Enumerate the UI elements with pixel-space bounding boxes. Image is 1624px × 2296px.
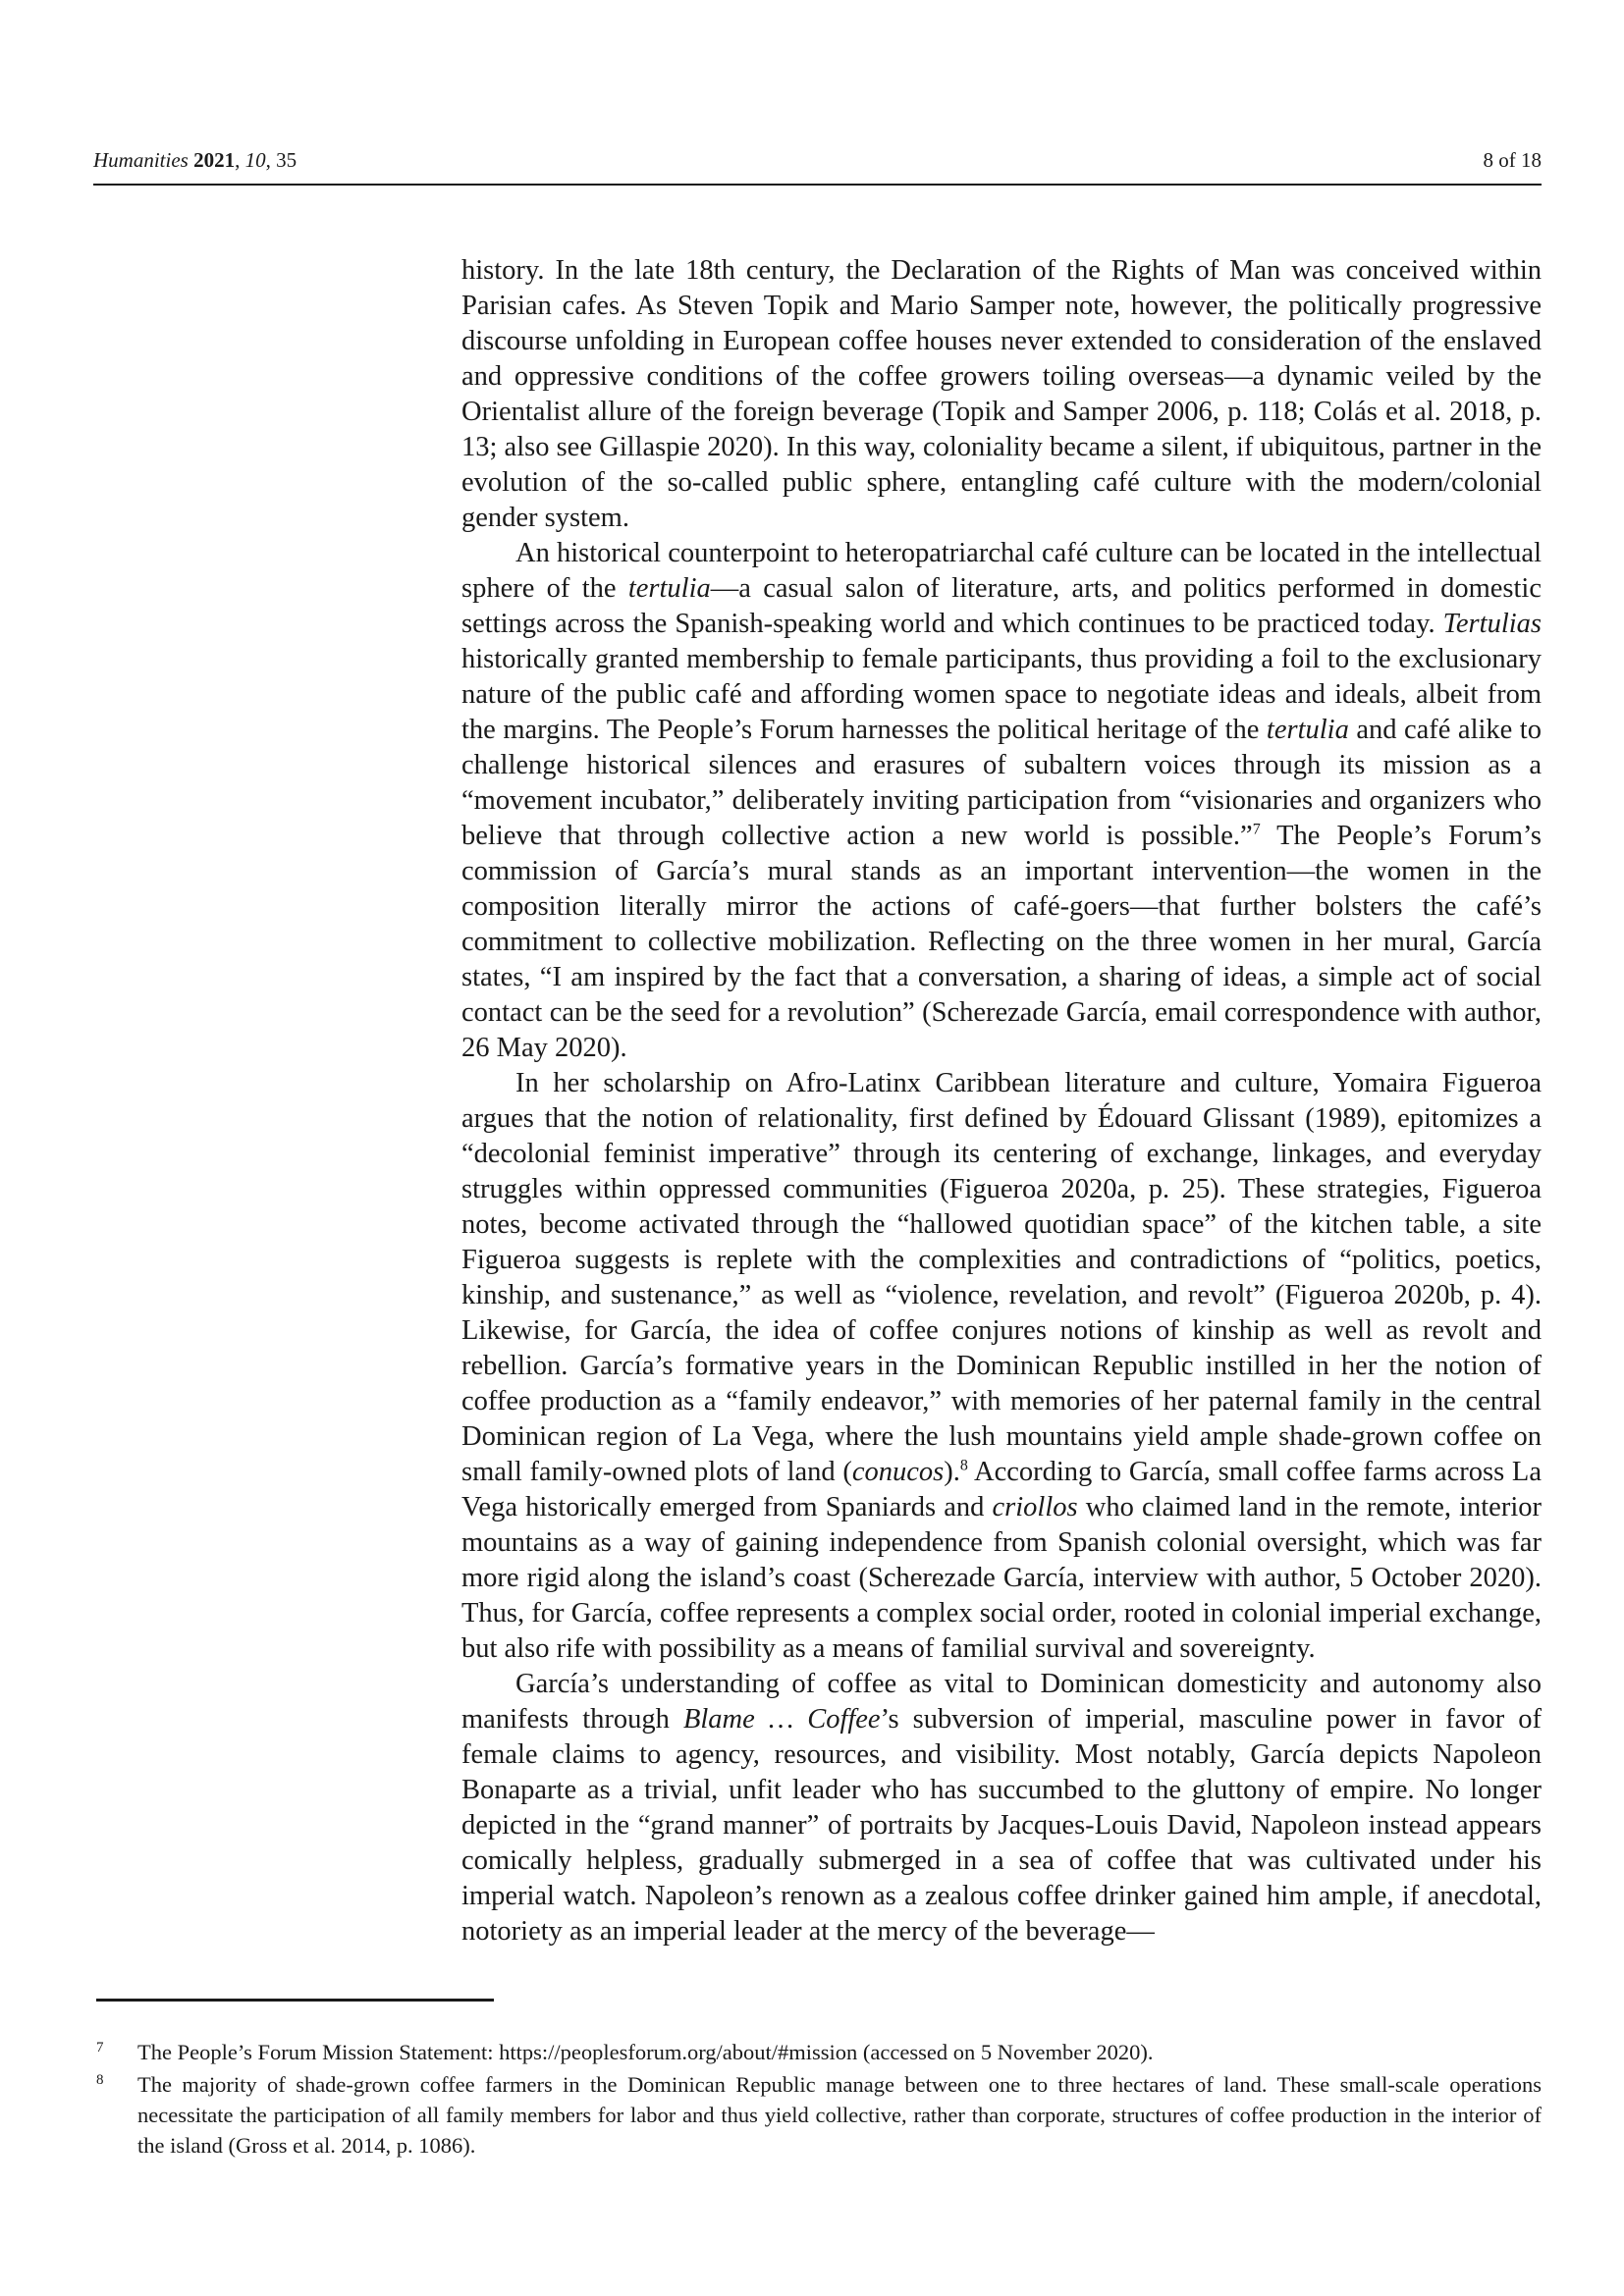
italic-term: criollos — [992, 1492, 1078, 1522]
page-number: 8 of 18 — [1483, 148, 1542, 172]
footnote-8 — [96, 2069, 1542, 2161]
italic-term: Tertulias — [1442, 609, 1542, 639]
paragraph-1 — [461, 253, 1542, 536]
footnote-ref-7[interactable]: 7 — [1252, 821, 1261, 838]
article-number: 35 — [276, 148, 298, 172]
paragraph-text: According to García, small coffee farms across La Vega historically emerged from Spaniards and — [461, 1457, 1542, 1522]
journal-volume: 10 — [244, 148, 266, 172]
italic-term: tertulia — [1266, 715, 1349, 745]
footnote-text: The majority of shade-grown coffee farmers in the Dominican Republic manage between one to three hectares of land. These small-scale operations necessitate the participation of all family members for labor and thus yield collective, rather than corporate, structures of coffee production in the interior of the island (Gross et al. 2014, p. 1086). — [137, 2072, 1542, 2158]
paragraph-text: history. In the late 18th century, the Declaration of the Rights of Man was conceived within Parisian cafes. As Steven Topik and Mario Samper note, however, the politically progressive discourse unfolding in European coffee houses never extended to consideration of the enslaved and oppressive conditions of the coffee growers toiling overseas—a dynamic veiled by the Orientalist allure of the foreign beverage (Topik and Samper 2006, p. 118; Colás et al. 2018, p. 13; also see Gillaspie 2020). In this way, coloniality became a silent, if ubiquitous, partner in the evolution of the so-called public sphere, entangling café culture with the modern/colonial gender system. — [461, 255, 1542, 533]
paragraph-text: García’s understanding of coffee as vital to Dominican domesticity and autonomy also manifests through — [461, 1669, 1542, 1735]
italic-title: Blame … Coffee — [682, 1704, 881, 1735]
paragraph-3 — [461, 1066, 1542, 1667]
footnotes — [96, 2037, 1542, 2163]
journal-year: 2021 — [193, 148, 236, 172]
footnote-ref-8[interactable]: 8 — [959, 1457, 968, 1474]
journal-name: Humanities — [93, 148, 189, 172]
paragraph-text: ). — [944, 1457, 960, 1487]
footnote-7 — [96, 2037, 1542, 2067]
italic-term: tertulia — [627, 573, 711, 604]
running-header — [93, 144, 1542, 186]
paragraph-text: who claimed land in the remote, interior mountains as a way of gaining independence from Spanish colonial oversight, which was far more rigid along the island’s coast (Scherezade García, interview with author, 5 October 2020). Thus, for García, coffee represents a complex social order, rooted in colonial imperial exchange, but also rife with possibility as a means of familial survival and sovereignty. — [461, 1492, 1542, 1664]
paragraph-text: and café alike to challenge historical silences and erasures of subaltern voices through its mission as a “movement incubator,” deliberately inviting participation from “visionaries and organizers who believe that through collective action a new world is possible.” — [461, 715, 1542, 851]
footnote-text: The People’s Forum Mission Statement: https://peoplesforum.org/about/#mission (accessed on 5 November 2020). — [137, 2040, 1154, 2064]
journal-citation: Humanities 2021, 10, 35 — [93, 148, 298, 172]
paragraph-4 — [461, 1667, 1542, 1949]
paragraph-text: The People’s Forum’s commission of García’s mural stands as an important intervention—the women in the composition literally mirror the actions of café-goers—that further bolsters the café’s commitment to collective mobilization. Reflecting on the three women in her mural, García states, “I am inspired by the fact that a conversation, a sharing of ideas, a simple act of social contact can be the seed for a revolution” (Scherezade García, email correspondence with author, 26 May 2020). — [461, 821, 1542, 1063]
footnote-divider — [96, 1999, 494, 2002]
paragraph-text: An historical counterpoint to heteropatriarchal café culture can be located in the intellectual sphere of the — [461, 538, 1542, 604]
footnote-number: 7 — [96, 2040, 104, 2056]
paragraph-text: —a casual salon of literature, arts, and politics performed in domestic settings across the Spanish-speaking world and which continues to be practiced today. — [461, 573, 1542, 639]
main-text — [461, 253, 1542, 1949]
paragraph-text: historically granted membership to female participants, thus providing a foil to the exclusionary nature of the public café and affording women space to negotiate ideas and ideals, albeit from the margins. The People’s Forum harnesses the political heritage of the — [461, 644, 1542, 745]
paragraph-text: ’s subversion of imperial, masculine power in favor of female claims to agency, resources, and visibility. Most notably, García depicts Napoleon Bonaparte as a trivial, unfit leader who has succumbed to the gluttony of empire. No longer depicted in the “grand manner” of portraits by Jacques-Louis David, Napoleon instead appears comically helpless, gradually submerged in a sea of coffee that was cultivated under his imperial watch. Napoleon’s renown as a zealous coffee drinker gained him ample, if anecdotal, notoriety as an imperial leader at the mercy of the beverage— — [461, 1704, 1543, 1947]
footnote-number: 8 — [96, 2072, 104, 2088]
italic-term: conucos — [851, 1457, 945, 1487]
paragraph-text: In her scholarship on Afro-Latinx Caribbean literature and culture, Yomaira Figueroa argues that the notion of relationality, first defined by Édouard Glissant (1989), epitomizes a “decolonial feminist imperative” through its centering of exchange, linkages, and everyday struggles within oppressed communities (Figueroa 2020a, p. 25). These strategies, Figueroa notes, become activated through the “hallowed quotidian space” of the kitchen table, a site Figueroa suggests is replete with the complexities and contradictions of “politics, poetics, kinship, and sustenance,” as well as “violence, revelation, and revolt” (Figueroa 2020b, p. 4). Likewise, for García, the idea of coffee conjures notions of kinship as well as revolt and rebellion. García’s formative years in the Dominican Republic instilled in her the notion of coffee production as a “family endeavor,” with memories of her paternal family in the central Dominican region of La Vega, where the lush mountains yield ample shade-grown coffee on small family-owned plots of land ( — [461, 1068, 1542, 1487]
paragraph-2 — [461, 536, 1542, 1066]
